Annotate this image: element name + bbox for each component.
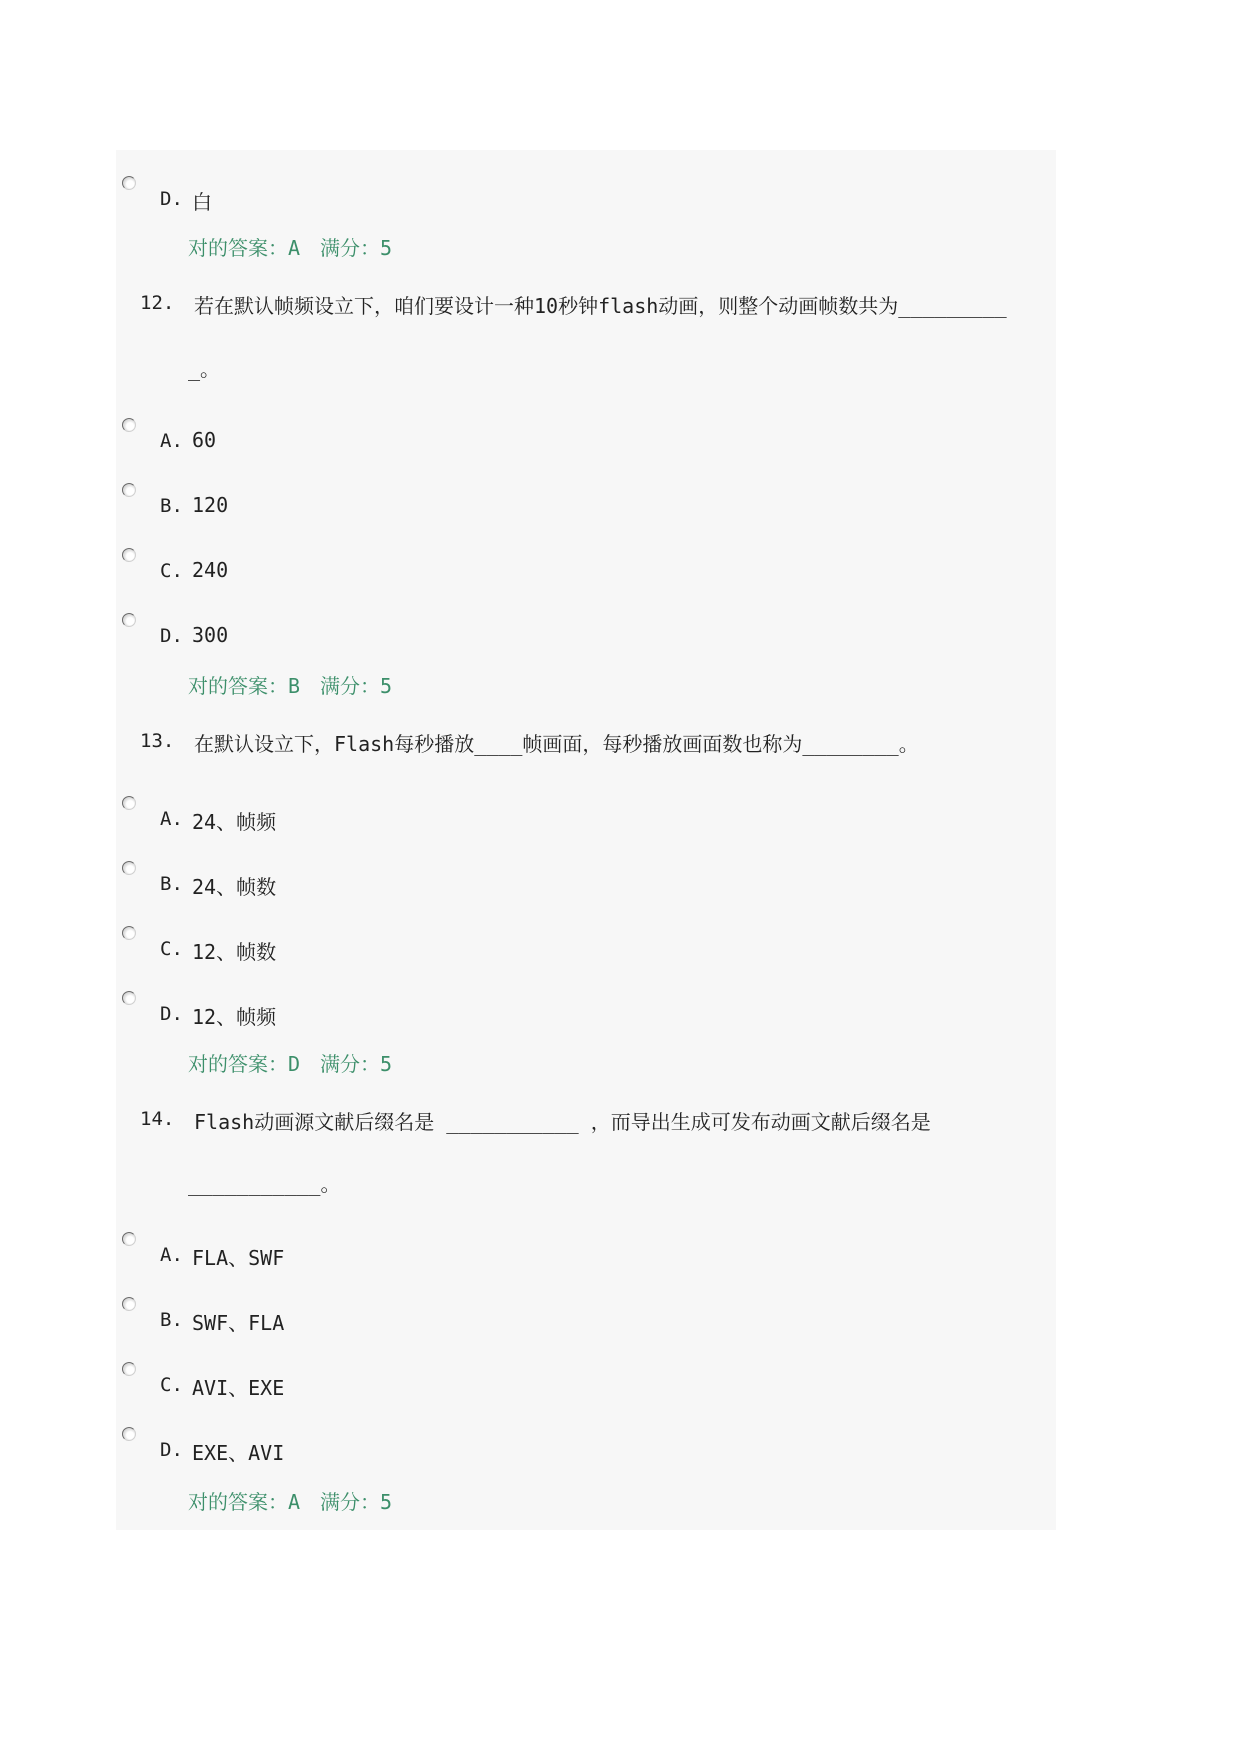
- radio-button[interactable]: [122, 548, 136, 562]
- question-text: Flash动画源文献后缀名是 ___________ ，而导出生成可发布动画文献后缀名是: [194, 1110, 931, 1134]
- option-text: 120: [192, 493, 229, 517]
- radio-button[interactable]: [122, 418, 136, 432]
- correct-answer: 对的答案：A 满分：5: [188, 1490, 393, 1514]
- option-text: FLA、SWF: [192, 1246, 285, 1270]
- option-text: 24、帧频: [192, 810, 277, 834]
- radio-button[interactable]: [122, 926, 136, 940]
- option-text: SWF、FLA: [192, 1311, 285, 1335]
- option-letter: A.: [160, 808, 183, 830]
- radio-button[interactable]: [122, 1427, 136, 1441]
- option-text: 12、帧数: [192, 940, 277, 964]
- correct-answer: 对的答案：B 满分：5: [188, 674, 393, 698]
- option-text: 白: [192, 190, 212, 214]
- question-number: 14.: [140, 1108, 175, 1130]
- radio-button[interactable]: [122, 991, 136, 1005]
- radio-button[interactable]: [122, 1232, 136, 1246]
- question-number: 12.: [140, 292, 175, 314]
- option-text: 300: [192, 623, 229, 647]
- question-text-continued: ___________。: [188, 1172, 341, 1196]
- option-letter: A.: [160, 1244, 183, 1266]
- option-letter: D.: [160, 1003, 183, 1025]
- option-letter: B.: [160, 873, 183, 895]
- question-number: 13.: [140, 730, 175, 752]
- option-text: AVI、EXE: [192, 1376, 285, 1400]
- option-letter: C.: [160, 938, 183, 960]
- question-text-continued: _。: [188, 357, 221, 381]
- correct-answer: 对的答案：D 满分：5: [188, 1052, 393, 1076]
- option-text: 240: [192, 558, 229, 582]
- quiz-panel: [116, 150, 1056, 1530]
- option-letter: C.: [160, 560, 183, 582]
- option-letter: A.: [160, 430, 183, 452]
- radio-button[interactable]: [122, 483, 136, 497]
- option-letter: B.: [160, 1309, 183, 1331]
- option-letter: D.: [160, 625, 183, 647]
- question-text: 在默认设立下，Flash每秒播放____帧画面，每秒播放画面数也称为________。: [194, 732, 919, 756]
- option-text: 12、帧频: [192, 1005, 277, 1029]
- option-letter: C.: [160, 1374, 183, 1396]
- option-letter: D.: [160, 188, 183, 210]
- option-letter: D.: [160, 1439, 183, 1461]
- option-text: 60: [192, 428, 217, 452]
- radio-button[interactable]: [122, 1297, 136, 1311]
- radio-button[interactable]: [122, 796, 136, 810]
- radio-button[interactable]: [122, 613, 136, 627]
- question-text: 若在默认帧频设立下，咱们要设计一种10秒钟flash动画，则整个动画帧数共为_________: [194, 294, 1007, 318]
- radio-button[interactable]: [122, 861, 136, 875]
- correct-answer: 对的答案：A 满分：5: [188, 236, 393, 260]
- option-letter: B.: [160, 495, 183, 517]
- radio-button[interactable]: [122, 176, 136, 190]
- option-text: 24、帧数: [192, 875, 277, 899]
- option-text: EXE、AVI: [192, 1441, 285, 1465]
- radio-button[interactable]: [122, 1362, 136, 1376]
